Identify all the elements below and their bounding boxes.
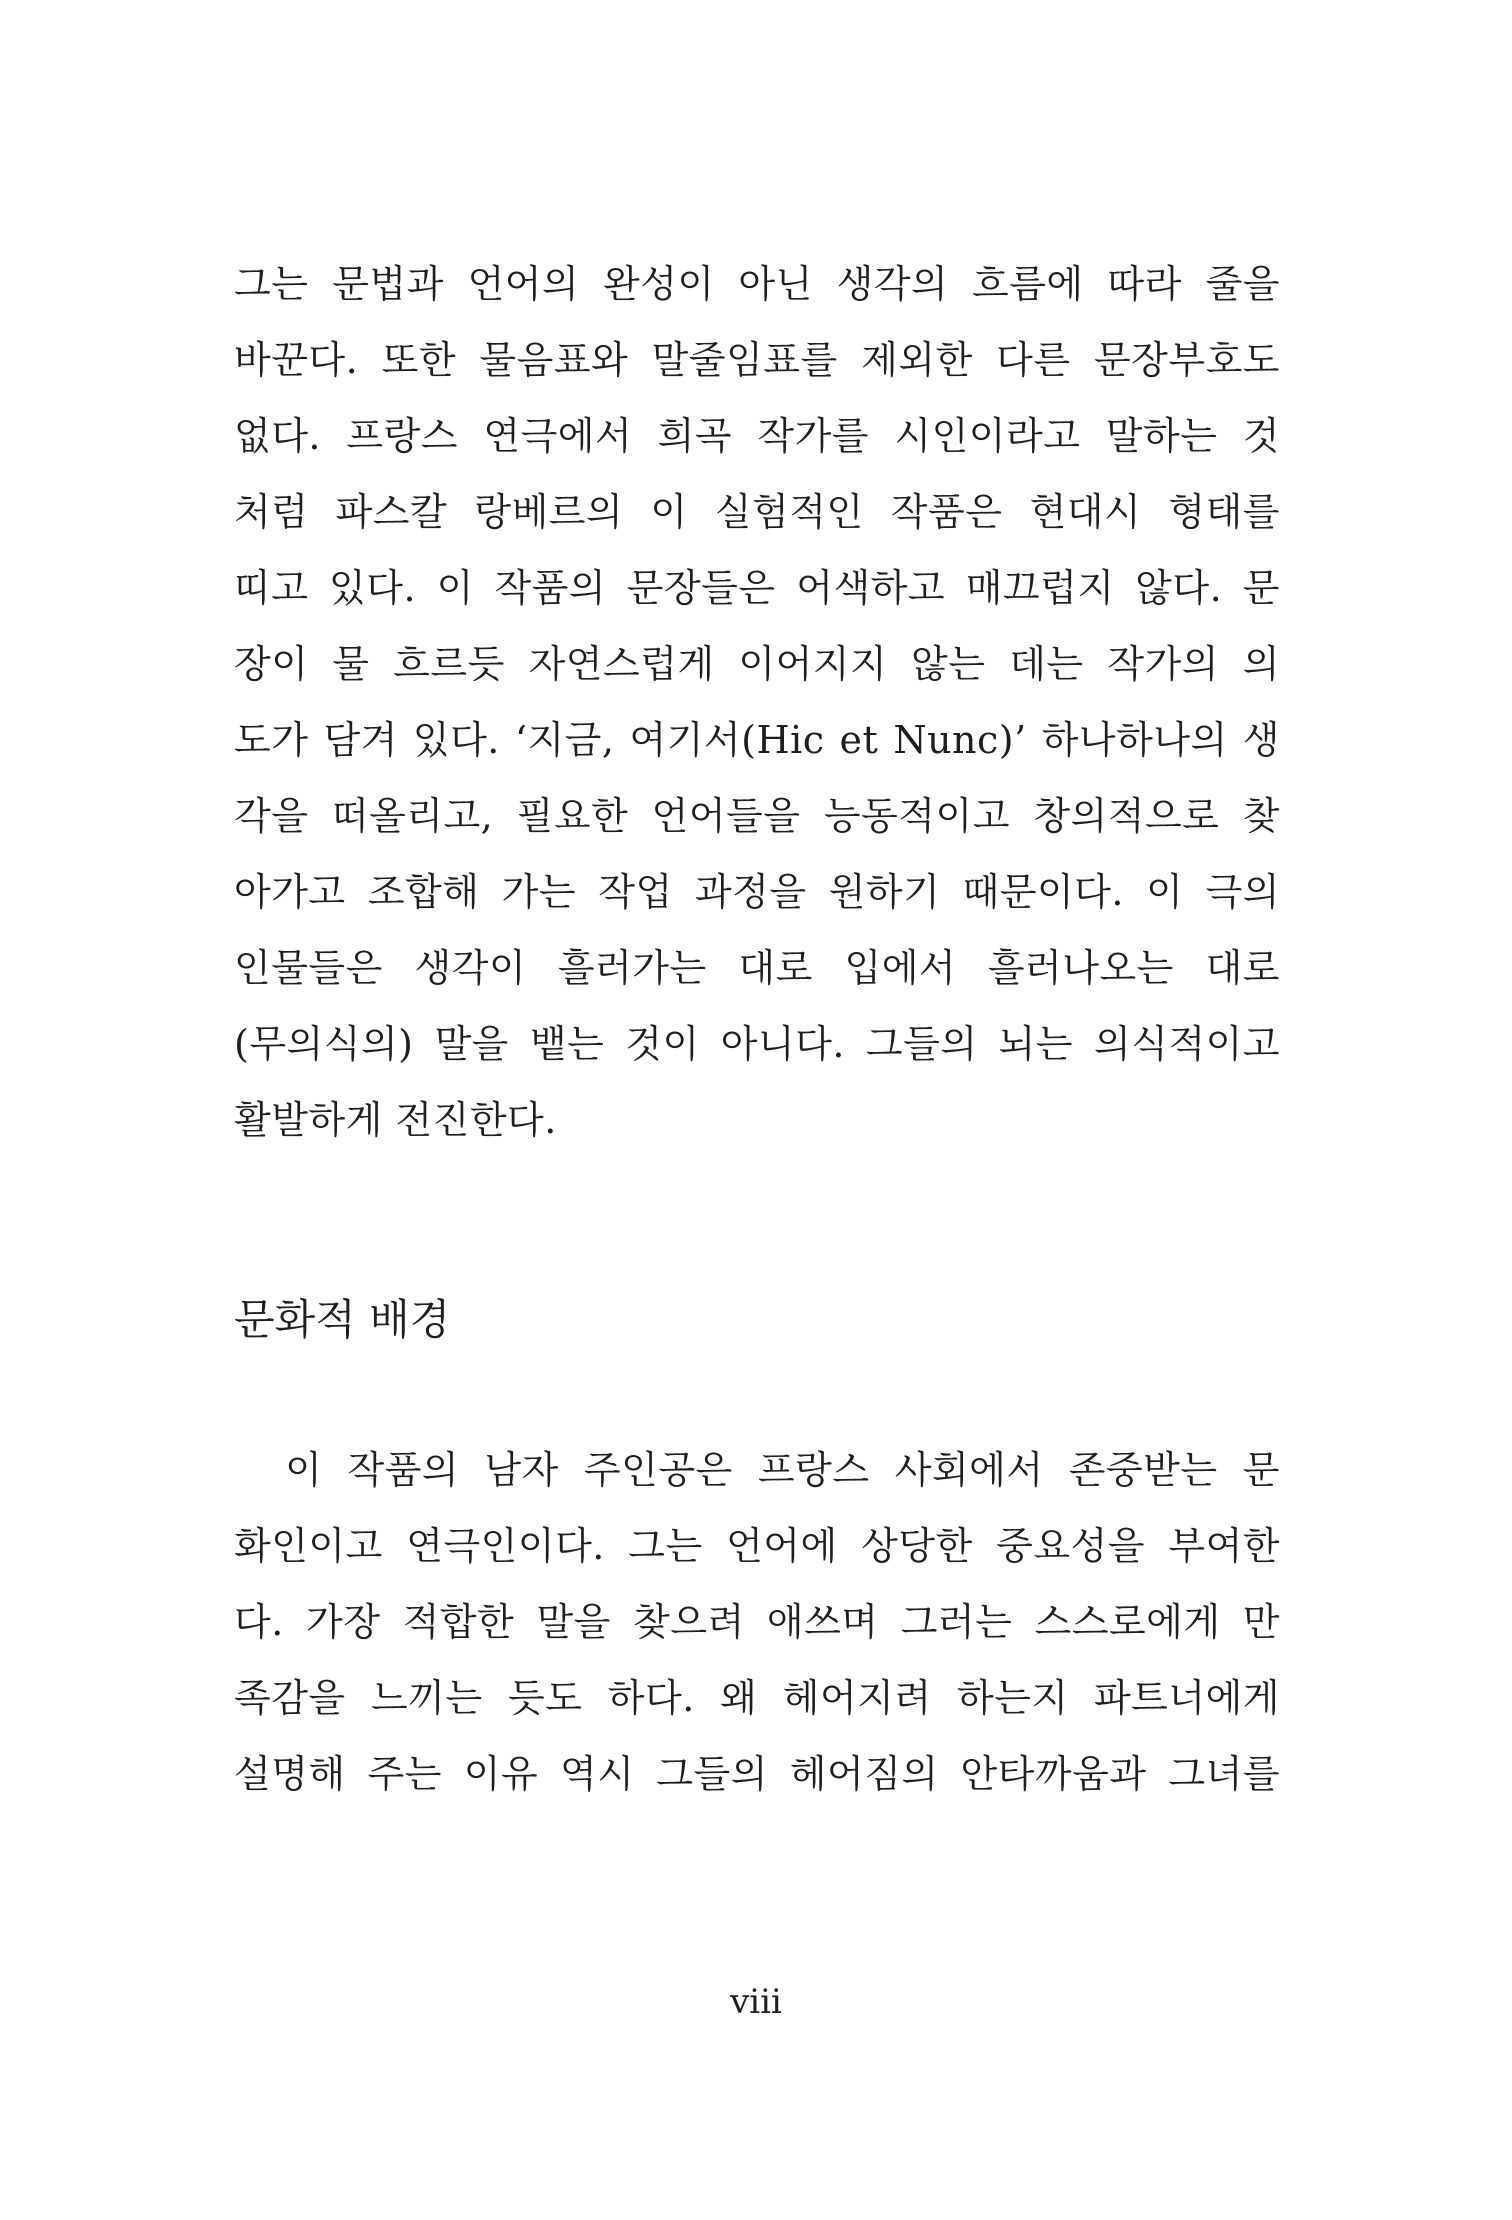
section-heading: 문화적 배경 (234, 1295, 451, 1344)
text-line: 그는 문법과 언어의 완성이 아닌 생각의 흐름에 따라 줄을 (234, 262, 1280, 306)
text-line: 장이 물 흐르듯 자연스럽게 이어지지 않는 데는 작가의 의 (234, 642, 1280, 686)
text-line: 각을 떠올리고, 필요한 언어들을 능동적이고 창의적으로 찾 (234, 794, 1280, 838)
text-line: 아가고 조합해 가는 작업 과정을 원하기 때문이다. 이 극의 (234, 870, 1280, 914)
page-number: viii (730, 1982, 782, 2022)
text-line: 활발하게 전진한다. (234, 1098, 557, 1142)
body-paragraph (234, 246, 1280, 1158)
text-line: 족감을 느끼는 듯도 하다. 왜 헤어지려 하는지 파트너에게 (234, 1676, 1280, 1720)
text-line: (무의식의) 말을 뱉는 것이 아니다. 그들의 뇌는 의식적이고 (234, 1022, 1280, 1066)
text-line: 설명해 주는 이유 역시 그들의 헤어짐의 안타까움과 그녀를 (234, 1752, 1280, 1796)
text-line: 도가 담겨 있다. ‘지금, 여기서(Hic et Nunc)’ 하나하나의 생 (234, 718, 1280, 762)
text-line: 인물들은 생각이 흘러가는 대로 입에서 흘러나오는 대로 (234, 946, 1280, 990)
text-line: 다. 가장 적합한 말을 찾으려 애쓰며 그러는 스스로에게 만 (234, 1600, 1280, 1644)
text-line: 바꾼다. 또한 물음표와 말줄임표를 제외한 다른 문장부호도 (234, 338, 1280, 382)
text-line: 없다. 프랑스 연극에서 희곡 작가를 시인이라고 말하는 것 (234, 414, 1280, 458)
text-line: 화인이고 연극인이다. 그는 언어에 상당한 중요성을 부여한 (234, 1524, 1280, 1568)
text-line: 처럼 파스칼 랑베르의 이 실험적인 작품은 현대시 형태를 (234, 490, 1280, 534)
text-line: 이 작품의 남자 주인공은 프랑스 사회에서 존중받는 문 (234, 1448, 1280, 1492)
body-paragraph (234, 1432, 1280, 1812)
text-line: 띠고 있다. 이 작품의 문장들은 어색하고 매끄럽지 않다. 문 (234, 566, 1280, 610)
